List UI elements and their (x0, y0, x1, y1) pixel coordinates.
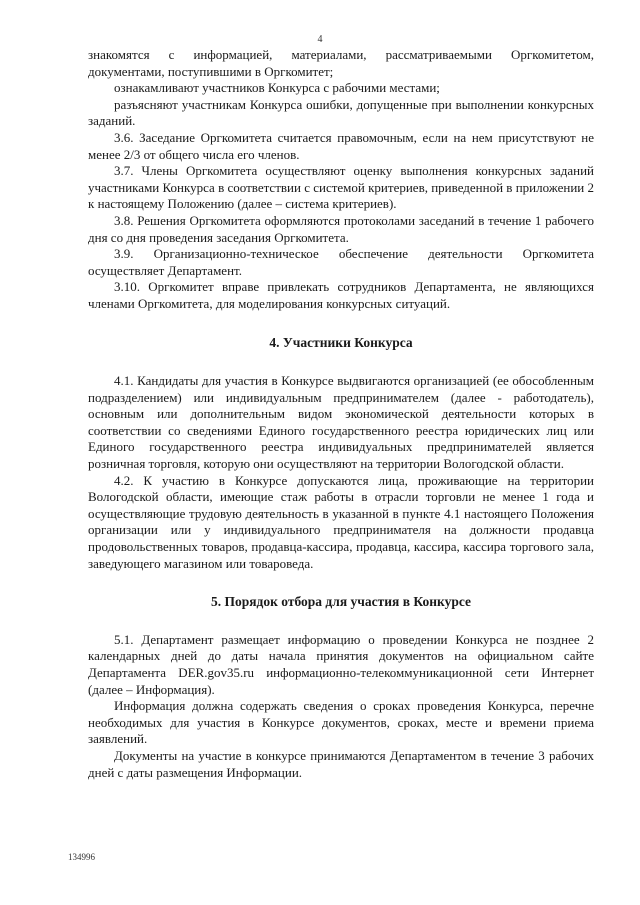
section-5-heading: 5. Порядок отбора для участия в Конкурсе (210, 594, 472, 610)
paragraph-4-2: 4.2. К участию в Конкурсе допускаются лица, проживающие на территории Вологодской области, имеющие стаж работы в отрасли торговли не менее 1 года и осуществляющие трудовую деятельность в указанной в пункте 4.1 настоящего Положения организации или у индивидуального предпринимателя на должности продавца продовольственных товаров, продавца-кассира, продавца, кассира, кассира торгового зала, заведующего магазином или товароведа. (88, 472, 594, 571)
paragraph-information-content: Информация должна содержать сведения о сроках проведения Конкурса, перечне необходимых для участия в Конкурсе документов, сроках, месте и времени приема заявлений. (88, 698, 594, 747)
paragraph-documents-acceptance: Документы на участие в конкурсе принимаются Департаментом в течение 3 рабочих дней с даты размещения Информации. (88, 747, 594, 780)
paragraph-errors: разъясняют участникам Конкурса ошибки, допущенные при выполнении конкурсных заданий. (88, 96, 594, 129)
document-body (88, 47, 594, 781)
paragraph-3-6: 3.6. Заседание Оргкомитета считается правомочным, если на нем присутствуют не менее 2/3 от общего числа его членов. (88, 129, 594, 162)
paragraph-3-7: 3.7. Члены Оргкомитета осуществляют оценку выполнения конкурсных заданий участниками Конкурса в соответствии с системой критериев, приведенной в приложении 2 к настоящему Положению (далее – система критериев). (88, 163, 594, 212)
page-number: 4 (317, 34, 323, 45)
footer-document-code: 134996 (68, 852, 95, 862)
paragraph-workplaces: ознакамливают участников Конкурса с рабочими местами; (114, 80, 440, 96)
paragraph-3-10: 3.10. Оргкомитет вправе привлекать сотрудников Департамента, не являющихся членами Оргкомитета, для моделирования конкурсных ситуаций. (88, 279, 594, 311)
paragraph-3-9: 3.9. Организационно-техническое обеспечение деятельности Оргкомитета осуществляет Департамент. (88, 246, 594, 278)
paragraph-5-1: 5.1. Департамент размещает информацию о проведении Конкурса не позднее 2 календарных дней до даты начала принятия документов на официальном сайте Департамента DER.gov35.ru информационно-телекоммуникационной сети Интернет (далее – Информация). (88, 631, 594, 697)
paragraph-4-1: 4.1. Кандидаты для участия в Конкурсе выдвигаются организацией (ее обособленным подразделением) или индивидуальным предпринимателем (далее - работодатель), основным или дополнительным видом экономической деятельности которых в соответствии со сведениями Единого государственного реестра юридических лиц или Единого государственного реестра индивидуальных предпринимателей является розничная торговля, которую они осуществляют на территории Вологодской области. (88, 373, 594, 472)
paragraph-3-8: 3.8. Решения Оргкомитета оформляются протоколами заседаний в течение 1 рабочего дня со дня проведения заседания Оргкомитета. (88, 212, 594, 245)
paragraph-committee-info: знакомятся с информацией, материалами, рассматриваемыми Оргкомитетом, документами, поступившими в Оргкомитет; (88, 47, 594, 79)
section-4-heading: 4. Участники Конкурса (269, 334, 413, 350)
